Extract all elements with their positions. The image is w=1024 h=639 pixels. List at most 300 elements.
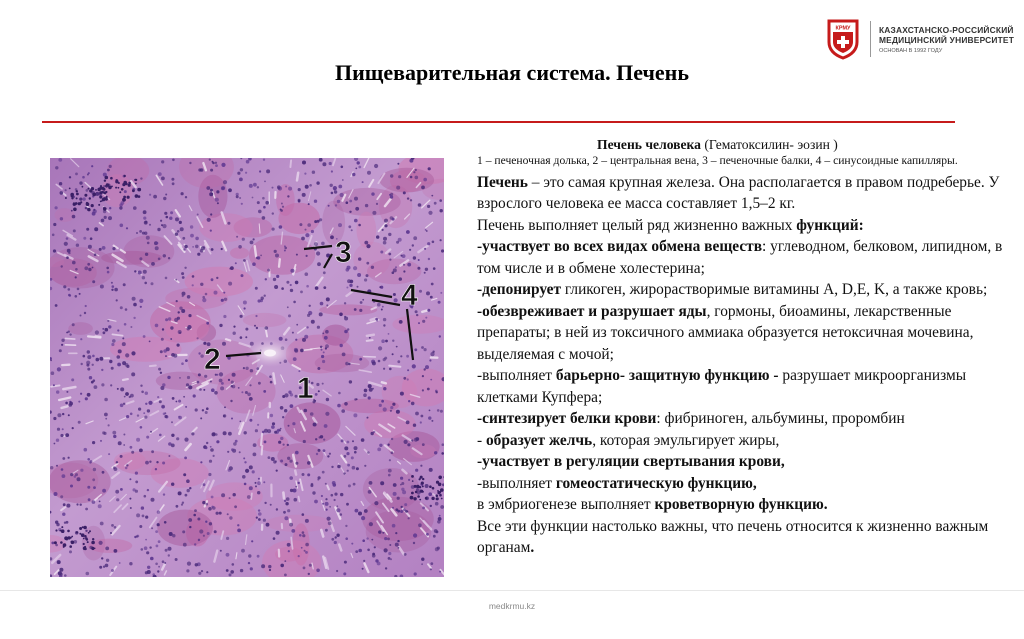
portal-nucleus bbox=[76, 190, 78, 192]
nucleus bbox=[305, 519, 309, 523]
nucleus bbox=[429, 468, 433, 472]
nucleus bbox=[183, 248, 185, 250]
nucleus bbox=[276, 470, 278, 472]
nucleus bbox=[253, 443, 257, 447]
portal-nucleus bbox=[88, 532, 90, 534]
nucleus bbox=[384, 219, 388, 223]
p9-bold: -участвует в регуляции свертывания крови, bbox=[477, 453, 785, 470]
nucleus bbox=[321, 349, 323, 351]
nucleus bbox=[257, 491, 260, 494]
nucleus bbox=[406, 355, 409, 358]
nucleus bbox=[221, 382, 224, 385]
nucleus bbox=[207, 218, 211, 222]
nucleus bbox=[136, 513, 140, 517]
nucleus bbox=[217, 202, 219, 204]
sinusoid-streak bbox=[62, 406, 68, 408]
nucleus bbox=[245, 391, 248, 394]
nucleus bbox=[249, 397, 253, 401]
nucleus bbox=[206, 571, 208, 573]
nucleus bbox=[243, 457, 245, 459]
nucleus bbox=[233, 332, 236, 335]
nucleus bbox=[296, 324, 298, 326]
nucleus bbox=[105, 418, 107, 420]
nucleus bbox=[227, 451, 229, 453]
nucleus bbox=[283, 511, 286, 514]
nucleus bbox=[315, 393, 318, 396]
nucleus bbox=[143, 210, 147, 214]
nucleus bbox=[209, 192, 213, 196]
nucleus bbox=[249, 419, 252, 422]
nucleus bbox=[75, 173, 78, 176]
nucleus bbox=[110, 384, 112, 386]
nucleus bbox=[125, 467, 128, 470]
nucleus bbox=[322, 162, 326, 166]
nucleus bbox=[63, 285, 66, 288]
nucleus bbox=[255, 315, 257, 317]
p2-bold: функций: bbox=[796, 216, 864, 234]
nucleus bbox=[155, 563, 158, 566]
nucleus bbox=[364, 509, 368, 513]
label-2: 2 bbox=[204, 343, 221, 376]
central-vein-lumen bbox=[264, 350, 276, 357]
nucleus bbox=[273, 278, 276, 281]
nucleus bbox=[263, 481, 265, 483]
nucleus bbox=[237, 524, 239, 526]
portal-nucleus bbox=[71, 197, 73, 199]
nucleus bbox=[86, 228, 89, 231]
nucleus bbox=[315, 438, 317, 440]
nucleus bbox=[404, 553, 407, 556]
nucleus bbox=[362, 181, 364, 183]
nucleus bbox=[239, 178, 243, 182]
nucleus bbox=[189, 487, 191, 489]
nucleus bbox=[107, 320, 109, 322]
nucleus bbox=[383, 368, 385, 370]
nucleus bbox=[209, 159, 211, 161]
nucleus bbox=[182, 502, 184, 504]
liver-micrograph bbox=[50, 158, 444, 577]
nucleus bbox=[383, 324, 385, 326]
nucleus bbox=[241, 391, 243, 393]
nucleus bbox=[201, 570, 203, 572]
nucleus bbox=[177, 230, 180, 233]
nucleus bbox=[62, 474, 66, 478]
nucleus bbox=[437, 547, 440, 550]
nucleus bbox=[162, 383, 165, 386]
nucleus bbox=[149, 546, 151, 548]
nucleus bbox=[387, 538, 390, 541]
nucleus bbox=[100, 440, 102, 442]
nucleus bbox=[151, 282, 154, 285]
nucleus bbox=[390, 174, 393, 177]
nucleus bbox=[186, 383, 189, 386]
nucleus bbox=[431, 420, 433, 422]
nucleus bbox=[77, 288, 80, 291]
nucleus bbox=[194, 543, 196, 545]
nucleus bbox=[56, 439, 59, 442]
sinusoid-streak bbox=[367, 335, 374, 336]
nucleus bbox=[405, 510, 408, 513]
nucleus bbox=[285, 502, 288, 505]
nucleus bbox=[418, 523, 422, 527]
sinusoid-streak bbox=[51, 385, 59, 386]
nucleus bbox=[62, 413, 64, 415]
portal-nucleus bbox=[73, 208, 77, 212]
nucleus bbox=[145, 539, 147, 541]
nucleus bbox=[172, 159, 175, 162]
eosin-patch bbox=[266, 515, 333, 532]
nucleus bbox=[87, 355, 91, 359]
slide-title: Пищеварительная система. Печень bbox=[335, 60, 689, 85]
p1-bold: Печень bbox=[477, 173, 528, 191]
nucleus bbox=[175, 217, 179, 221]
nucleus bbox=[180, 227, 184, 231]
nucleus bbox=[422, 443, 425, 446]
nucleus bbox=[268, 456, 271, 459]
p8-rest: , которая эмульгирует жиры, bbox=[592, 431, 780, 449]
nucleus bbox=[347, 470, 349, 472]
sinusoid-streak bbox=[273, 373, 275, 383]
nucleus bbox=[257, 424, 259, 426]
nucleus bbox=[136, 535, 138, 537]
sinusoid-streak bbox=[262, 446, 263, 455]
nucleus bbox=[215, 162, 217, 164]
nucleus bbox=[145, 403, 147, 405]
nucleus bbox=[191, 432, 194, 435]
nucleus bbox=[220, 550, 222, 552]
nucleus bbox=[242, 475, 246, 479]
nucleus bbox=[400, 484, 402, 486]
nucleus bbox=[358, 166, 361, 169]
nucleus bbox=[292, 422, 295, 425]
nucleus bbox=[369, 388, 373, 392]
nucleus bbox=[256, 517, 258, 519]
nucleus bbox=[268, 565, 271, 568]
nucleus bbox=[395, 266, 397, 268]
nucleus bbox=[274, 285, 278, 289]
sinusoid-streak bbox=[150, 366, 156, 367]
nucleus bbox=[434, 529, 438, 533]
portal-nucleus bbox=[61, 529, 65, 533]
nucleus bbox=[246, 160, 250, 164]
p10-bold: гомеостатическую функцию, bbox=[555, 474, 757, 492]
portal-nucleus bbox=[432, 487, 435, 490]
nucleus bbox=[168, 547, 172, 551]
nucleus bbox=[167, 376, 170, 379]
nucleus bbox=[307, 473, 310, 476]
nucleus bbox=[232, 385, 236, 389]
nucleus bbox=[398, 175, 401, 178]
nucleus bbox=[298, 199, 301, 202]
nucleus bbox=[226, 553, 230, 557]
nucleus bbox=[339, 313, 343, 317]
nucleus bbox=[266, 169, 270, 173]
nucleus bbox=[262, 197, 265, 200]
eosin-patch bbox=[410, 444, 436, 458]
nucleus bbox=[298, 188, 301, 191]
nucleus bbox=[258, 210, 262, 214]
nucleus bbox=[60, 191, 64, 195]
nucleus bbox=[289, 476, 293, 480]
nucleus bbox=[407, 378, 409, 380]
nucleus bbox=[120, 455, 123, 458]
nucleus bbox=[226, 569, 229, 572]
nucleus bbox=[367, 451, 370, 454]
nucleus bbox=[188, 518, 192, 522]
caption-title-rest: (Гематоксилин- эозин ) bbox=[700, 137, 838, 152]
nucleus bbox=[68, 288, 71, 291]
nucleus bbox=[384, 548, 388, 552]
portal-nucleus bbox=[135, 179, 137, 181]
nucleus bbox=[318, 449, 321, 452]
nucleus bbox=[258, 518, 261, 521]
nucleus bbox=[427, 205, 430, 208]
nucleus bbox=[189, 162, 191, 164]
nucleus bbox=[290, 489, 293, 492]
nucleus bbox=[109, 207, 111, 209]
nucleus bbox=[210, 169, 213, 172]
portal-nucleus bbox=[100, 201, 102, 203]
nucleus bbox=[114, 549, 118, 553]
nucleus bbox=[124, 190, 127, 193]
nucleus bbox=[72, 261, 76, 265]
portal-nucleus bbox=[105, 191, 107, 193]
nucleus bbox=[131, 372, 135, 376]
nucleus bbox=[219, 324, 222, 327]
nucleus bbox=[295, 339, 297, 341]
nucleus bbox=[356, 467, 359, 470]
nucleus bbox=[357, 161, 360, 164]
nucleus bbox=[99, 248, 102, 251]
nucleus bbox=[290, 269, 294, 273]
nucleus bbox=[403, 270, 405, 272]
nucleus bbox=[439, 199, 442, 202]
nucleus bbox=[107, 271, 110, 274]
portal-nucleus bbox=[438, 483, 442, 487]
nucleus bbox=[255, 287, 258, 290]
nucleus bbox=[276, 508, 278, 510]
portal-nucleus bbox=[105, 198, 108, 201]
nucleus bbox=[430, 562, 433, 565]
portal-nucleus bbox=[82, 186, 84, 188]
nucleus bbox=[334, 493, 337, 496]
nucleus bbox=[302, 534, 305, 537]
nucleus bbox=[304, 409, 308, 413]
nucleus bbox=[271, 457, 275, 461]
nucleus bbox=[171, 483, 174, 486]
nucleus bbox=[183, 543, 187, 547]
nucleus bbox=[271, 425, 275, 429]
nucleus bbox=[92, 441, 95, 444]
nucleus bbox=[366, 417, 368, 419]
nucleus bbox=[349, 380, 352, 383]
nucleus bbox=[164, 562, 166, 564]
paragraph-12 bbox=[477, 516, 1012, 559]
portal-nucleus bbox=[411, 492, 414, 495]
nucleus bbox=[168, 455, 170, 457]
nucleus bbox=[162, 224, 166, 228]
nucleus bbox=[195, 563, 198, 566]
portal-nucleus bbox=[118, 187, 120, 189]
portal-nucleus bbox=[83, 543, 85, 545]
nucleus bbox=[354, 219, 358, 223]
nucleus bbox=[53, 223, 56, 226]
nucleus bbox=[141, 548, 144, 551]
nucleus bbox=[239, 421, 241, 423]
nucleus bbox=[290, 284, 292, 286]
nucleus bbox=[281, 287, 284, 290]
nucleus bbox=[111, 289, 113, 291]
nucleus bbox=[442, 443, 445, 446]
portal-nucleus bbox=[124, 175, 126, 177]
nucleus bbox=[347, 464, 350, 467]
portal-nucleus bbox=[110, 177, 113, 180]
nucleus bbox=[176, 505, 179, 508]
nucleus bbox=[258, 509, 260, 511]
nucleus bbox=[404, 503, 407, 506]
eosin-patch bbox=[88, 539, 132, 553]
nucleus bbox=[87, 393, 91, 397]
nucleus bbox=[109, 360, 112, 363]
nucleus bbox=[258, 512, 262, 516]
nucleus bbox=[133, 303, 137, 307]
nucleus bbox=[168, 554, 170, 556]
nucleus bbox=[247, 495, 251, 499]
nucleus bbox=[116, 498, 119, 501]
nucleus bbox=[288, 391, 291, 394]
nucleus bbox=[140, 177, 142, 179]
nucleus bbox=[344, 455, 347, 458]
nucleus bbox=[249, 465, 253, 469]
nucleus bbox=[305, 543, 309, 547]
nucleus bbox=[51, 542, 54, 545]
nucleus bbox=[337, 200, 340, 203]
nucleus bbox=[366, 244, 370, 248]
nucleus bbox=[163, 493, 165, 495]
nucleus bbox=[277, 429, 280, 432]
nucleus bbox=[410, 199, 412, 201]
nucleus bbox=[421, 558, 424, 561]
nucleus bbox=[440, 292, 442, 294]
nucleus bbox=[413, 542, 415, 544]
nucleus bbox=[169, 532, 173, 536]
nucleus bbox=[202, 501, 205, 504]
nucleus bbox=[55, 304, 58, 307]
nucleus bbox=[290, 289, 293, 292]
nucleus bbox=[149, 341, 151, 343]
nucleus bbox=[358, 512, 362, 516]
nucleus bbox=[397, 497, 400, 500]
nucleus bbox=[418, 203, 422, 207]
paragraph-1 bbox=[477, 172, 1012, 215]
p7-bold: -синтезирует белки крови bbox=[477, 410, 657, 427]
nucleus bbox=[239, 451, 241, 453]
nucleus bbox=[249, 384, 251, 386]
nucleus bbox=[160, 350, 163, 353]
nucleus bbox=[322, 360, 325, 363]
portal-nucleus bbox=[439, 491, 441, 493]
nucleus bbox=[108, 325, 111, 328]
nucleus bbox=[81, 363, 83, 365]
nucleus bbox=[382, 306, 384, 308]
nucleus bbox=[393, 483, 397, 487]
nucleus bbox=[314, 242, 318, 246]
nucleus bbox=[345, 537, 348, 540]
nucleus bbox=[241, 274, 244, 277]
nucleus bbox=[59, 182, 62, 185]
nucleus bbox=[278, 441, 281, 444]
nucleus bbox=[69, 550, 72, 553]
p8-pre: - bbox=[477, 431, 486, 449]
nucleus bbox=[406, 230, 410, 234]
nucleus bbox=[53, 417, 56, 420]
sinusoid-streak bbox=[279, 259, 280, 267]
nucleus bbox=[265, 201, 269, 205]
nucleus bbox=[436, 391, 438, 393]
p10-pre: -выполняет bbox=[477, 474, 556, 492]
nucleus bbox=[147, 242, 150, 245]
nucleus bbox=[69, 402, 73, 406]
nucleus bbox=[60, 217, 63, 220]
nucleus bbox=[212, 432, 216, 436]
nucleus bbox=[289, 523, 293, 527]
nucleus bbox=[256, 367, 259, 370]
nucleus bbox=[358, 257, 361, 260]
sinusoid-streak bbox=[389, 366, 400, 367]
nucleus bbox=[239, 197, 241, 199]
nucleus bbox=[349, 200, 352, 203]
nucleus bbox=[176, 401, 178, 403]
nucleus bbox=[280, 437, 283, 440]
nucleus bbox=[118, 441, 122, 445]
micrograph-image bbox=[50, 158, 444, 577]
nucleus bbox=[388, 557, 391, 560]
nucleus bbox=[108, 216, 112, 220]
nucleus bbox=[228, 282, 232, 286]
nucleus bbox=[75, 276, 77, 278]
nucleus bbox=[171, 178, 174, 181]
sinusoid-streak bbox=[66, 338, 75, 339]
portal-nucleus bbox=[76, 197, 78, 199]
nucleus bbox=[64, 242, 68, 246]
nucleus bbox=[414, 438, 418, 442]
nucleus bbox=[187, 489, 190, 492]
nucleus bbox=[326, 304, 328, 306]
nucleus bbox=[104, 398, 108, 402]
nucleus bbox=[280, 460, 283, 463]
nucleus bbox=[184, 245, 187, 248]
nucleus bbox=[396, 241, 399, 244]
nucleus bbox=[240, 336, 243, 339]
nucleus bbox=[130, 326, 132, 328]
nucleus bbox=[338, 392, 341, 395]
nucleus bbox=[72, 323, 75, 326]
nucleus bbox=[73, 229, 76, 232]
nucleus bbox=[179, 377, 181, 379]
portal-nucleus bbox=[419, 486, 421, 488]
nucleus bbox=[216, 440, 219, 443]
nucleus bbox=[336, 505, 338, 507]
nucleus bbox=[422, 507, 425, 510]
nucleus bbox=[223, 415, 225, 417]
nucleus bbox=[229, 573, 232, 576]
nucleus bbox=[309, 184, 312, 187]
nucleus bbox=[261, 297, 264, 300]
nucleus bbox=[341, 439, 344, 442]
nucleus bbox=[175, 233, 178, 236]
nucleus bbox=[210, 189, 213, 192]
nucleus bbox=[346, 503, 349, 506]
